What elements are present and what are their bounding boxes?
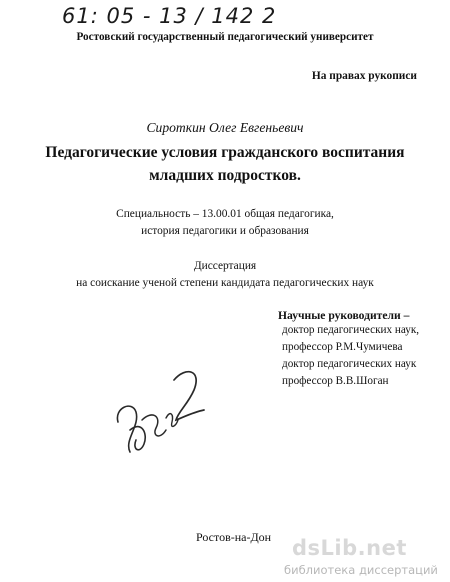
supervisors-heading: Научные руководители – xyxy=(278,309,410,322)
dissertation-degree: на соискание ученой степени кандидата педагогических наук xyxy=(76,277,374,289)
supervisor-line-1: доктор педагогических наук, xyxy=(282,324,420,336)
handwritten-signature xyxy=(112,360,222,470)
city-name: Ростов-на-Дон xyxy=(196,530,272,544)
author-name: Сироткин Олег Евгеньевич xyxy=(146,120,304,135)
watermark-badge xyxy=(276,534,450,582)
handwritten-catalog-number: 61: 05 - 13 / 142 2 xyxy=(62,4,277,28)
watermark-logo: dsLib.net xyxy=(292,536,407,560)
watermark-subtitle: библиотека диссертаций xyxy=(284,563,438,577)
specialty-line-1: Специальность – 13.00.01 общая педагогика, xyxy=(116,208,334,220)
supervisor-line-3: доктор педагогических наук xyxy=(282,358,417,370)
supervisor-line-2: профессор Р.М.Чумичева xyxy=(282,341,403,353)
title-line-2: младших подростков. xyxy=(149,167,301,184)
supervisor-line-4: профессор В.В.Шоган xyxy=(282,375,389,387)
dissertation-label: Диссертация xyxy=(193,260,257,272)
specialty-line-2: история педагогики и образования xyxy=(141,225,309,237)
university-name: Ростовский государственный педагогический университет xyxy=(76,31,374,43)
manuscript-rights: На правах рукописи xyxy=(311,70,417,82)
title-line-1: Педагогические условия гражданского воспитания xyxy=(45,144,405,161)
